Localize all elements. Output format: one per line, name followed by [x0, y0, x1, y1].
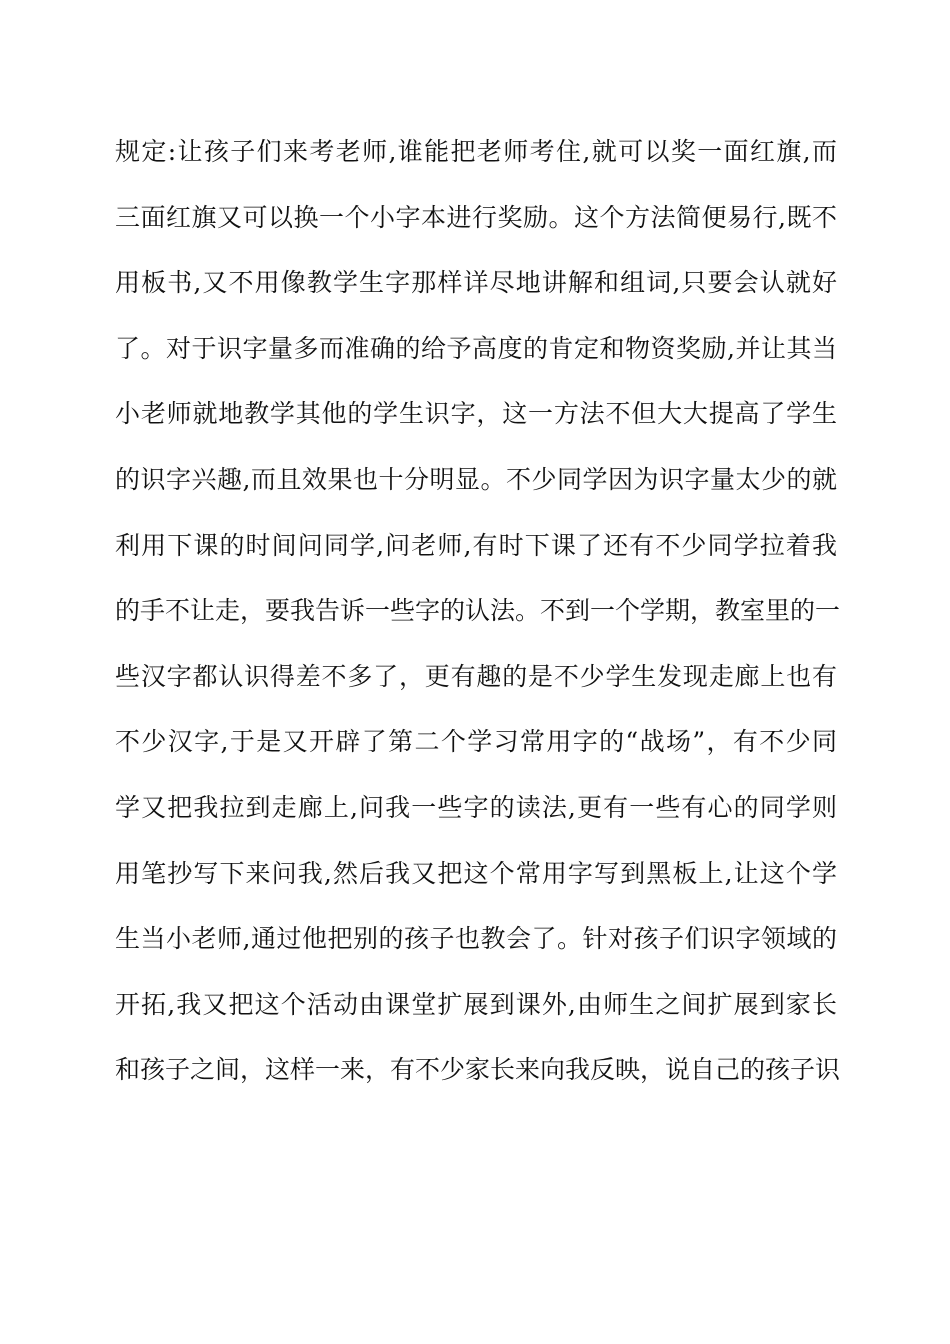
text-line: 小老师就地教学其他的学生识字，这一方法不但大大提高了学生 — [115, 399, 837, 429]
text-line: 三面红旗又可以换一个小字本进行奖励。这个方法简便易行,既不 — [115, 202, 837, 232]
text-line: 和孩子之间，这样一来，有不少家长来向我反映，说自己的孩子识 — [115, 1055, 841, 1085]
body-paragraph — [115, 128, 841, 1112]
text-line: 用笔抄写下来问我,然后我又把这个常用字写到黑板上,让这个学 — [115, 858, 837, 888]
text-line: 不少汉字,于是又开辟了第二个学习常用字的“战场”，有不少同 — [115, 727, 837, 757]
text-line: 的手不让走，要我告诉一些字的认法。不到一个学期，教室里的一 — [115, 596, 841, 626]
text-line: 学又把我拉到走廊上,问我一些字的读法,更有一些有心的同学则 — [115, 792, 837, 822]
text-line: 的识字兴趣,而且效果也十分明显。不少同学因为识字量太少的就 — [115, 464, 837, 494]
text-line: 生当小老师,通过他把别的孩子也教会了。针对孩子们识字领域的 — [115, 924, 837, 954]
text-line: 开拓,我又把这个活动由课堂扩展到课外,由师生之间扩展到家长 — [115, 989, 837, 1019]
text-line: 用板书,又不用像教学生字那样详尽地讲解和组词,只要会认就好 — [115, 268, 837, 298]
text-line: 利用下课的时间问同学,问老师,有时下课了还有不少同学拉着我 — [115, 530, 837, 560]
text-line: 规定:让孩子们来考老师,谁能把老师考住,就可以奖一面红旗,而 — [115, 137, 837, 166]
text-line: 了。对于识字量多而准确的给予高度的肯定和物资奖励,并让其当 — [115, 333, 837, 363]
text-line: 些汉字都认识得差不多了，更有趣的是不少学生发现走廊上也有 — [115, 661, 837, 691]
